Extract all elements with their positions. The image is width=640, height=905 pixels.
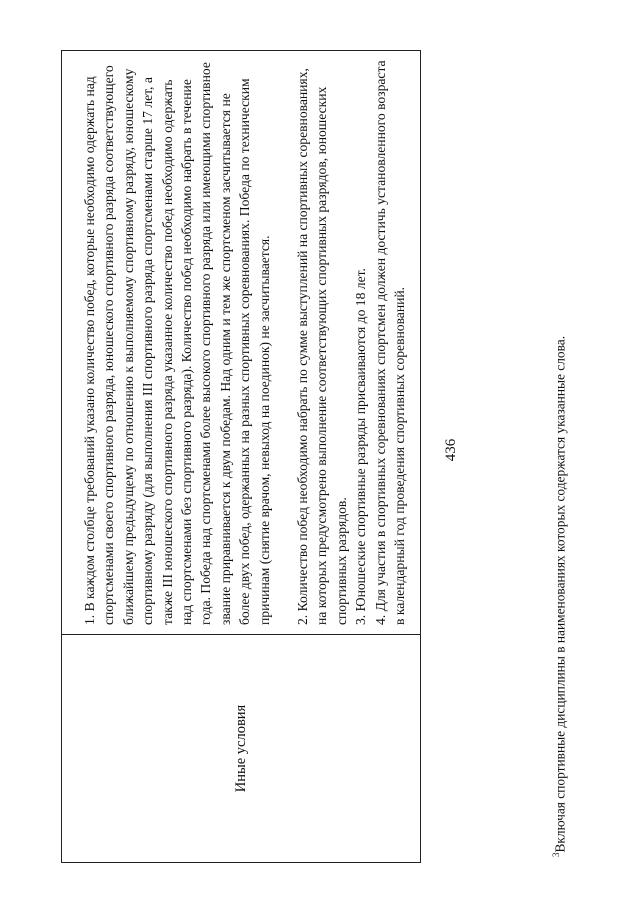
page-number: 436 [443, 438, 459, 462]
footnote-marker: 3 [551, 852, 561, 857]
condition-item-1: 1. В каждом столбце требований указано количество побед, которые необходимо одержать над спортсменами своего спортивного разряда, юношеского спортивного разряда соответствующего ближайшему предыдущему по отношению к выполняемому спортивному разряду, юношескому спортивному разряду (для выполнения III спортивного разряда спортсменами старше 17 лет, а также III юношеского спортивного разряда указанное количество побед необходимо одержать над спортсменами без спортивного разряда). Количество побед необходимо набрать в течение года. Победа над спортсменами более высокого спортивного разряда или имеющими спортивное звание приравнивается к двум победам. Над одним и тем же спортсменом засчитывается не более двух побед, одержанных на разных спортивных соревнованиях. Победа по техническим причинам (снятие врачом, невыход на поединок) не засчитывается. [82, 62, 272, 625]
content-cell [62, 51, 421, 635]
label-cell: Иные условия [62, 635, 421, 863]
conditions-table [61, 50, 421, 863]
table-row [62, 51, 421, 863]
condition-item-4: 4. Для участия в спортивных соревнованиях спортсмен должен достичь установленного возраста в календарный год проведения спортивных соревнований. [372, 60, 408, 625]
condition-item-3: 3. Юношеские спортивные разряды присваиваются до 18 лет. [353, 268, 369, 625]
footnote [551, 336, 568, 857]
footnote-text: Включая спортивные дисциплины в наименованиях которых содержатся указанные слова. [552, 335, 568, 853]
condition-item-2: 2. Количество побед необходимо набрать по сумме выступлений на спортивных соревнованиях, на которых предусмотрено выполнение соответствующих спортивных разрядов, юношеских спортивных разрядов. [295, 68, 349, 625]
